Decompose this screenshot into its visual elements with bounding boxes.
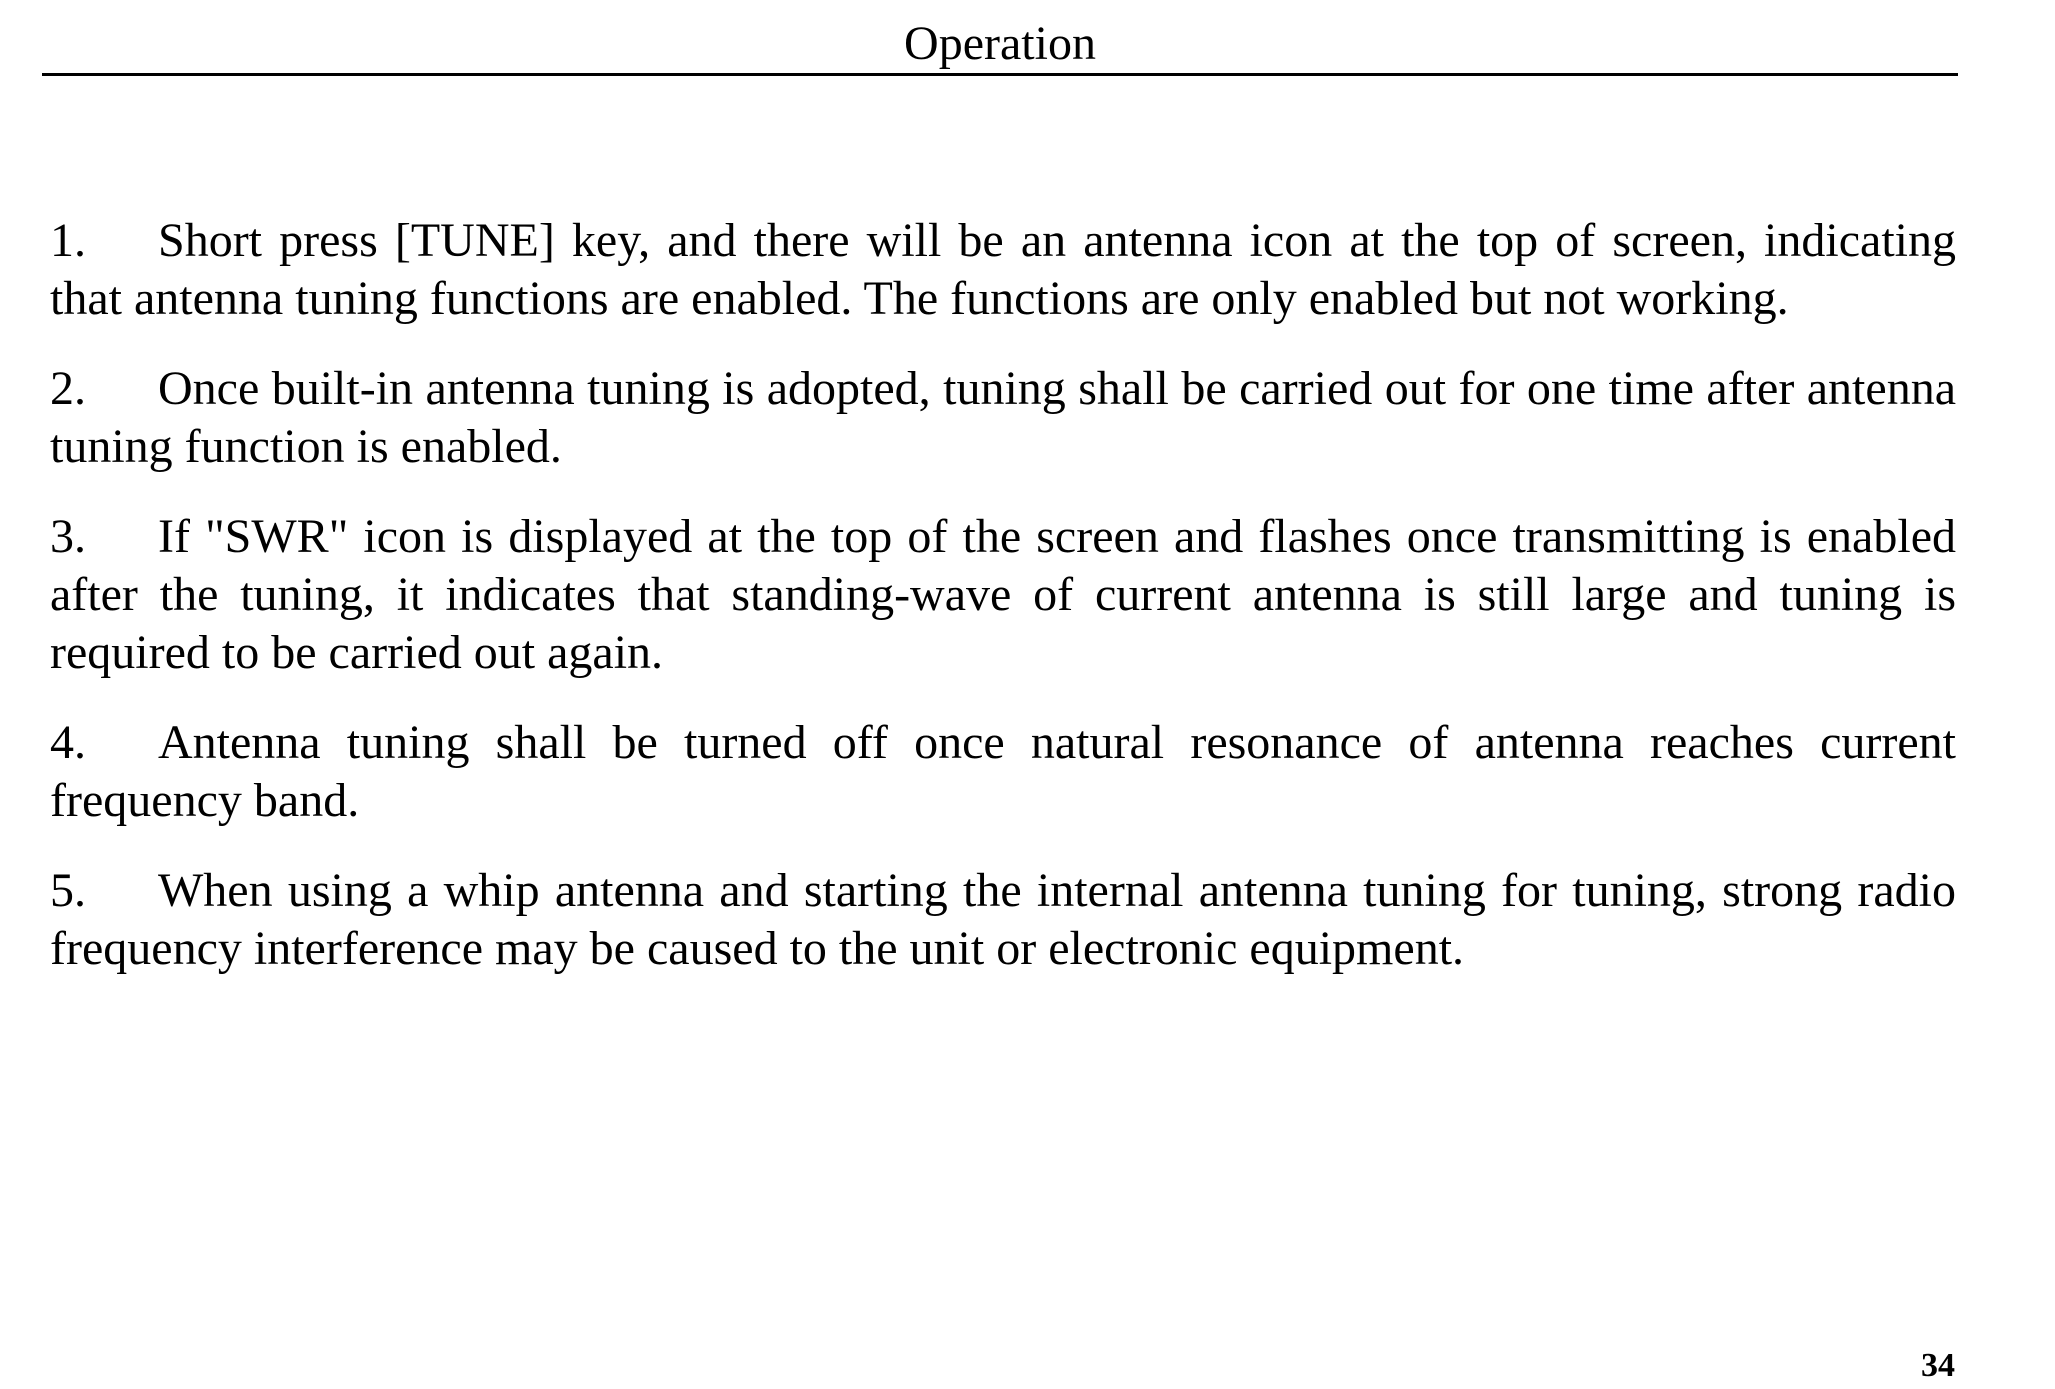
item-number: 1. xyxy=(50,214,86,267)
item-text: Antenna tuning shall be turned off once natural resonance of antenna reaches current frequency band. xyxy=(50,716,1956,827)
list-item xyxy=(50,360,1956,476)
item-text: If "SWR" icon is displayed at the top of the screen and flashes once transmitting is enabled after the tuning, it indicates that standing-wave of current antenna is still large and tuning is required to be carried out again. xyxy=(50,510,1956,679)
item-number: 2. xyxy=(50,362,86,415)
page-number: 34 xyxy=(1921,1347,1955,1384)
item-text: When using a whip antenna and starting the internal antenna tuning for tuning, strong radio frequency interference may be caused to the unit or electronic equipment. xyxy=(50,864,1956,975)
item-number: 3. xyxy=(50,510,86,563)
item-number: 4. xyxy=(50,716,86,769)
list-item xyxy=(50,508,1956,682)
list-item xyxy=(50,862,1956,978)
item-number: 5. xyxy=(50,864,86,917)
item-text: Short press [TUNE] key, and there will be an antenna icon at the top of screen, indicating that antenna tuning functions are enabled. The functions are only enabled but not working. xyxy=(50,214,1956,325)
item-text: Once built-in antenna tuning is adopted, tuning shall be carried out for one time after antenna tuning function is enabled. xyxy=(50,362,1956,473)
instruction-list xyxy=(50,212,1956,1010)
section-title: Operation xyxy=(904,17,1096,70)
list-item xyxy=(50,212,1956,328)
list-item xyxy=(50,714,1956,830)
page-header xyxy=(42,14,1958,76)
